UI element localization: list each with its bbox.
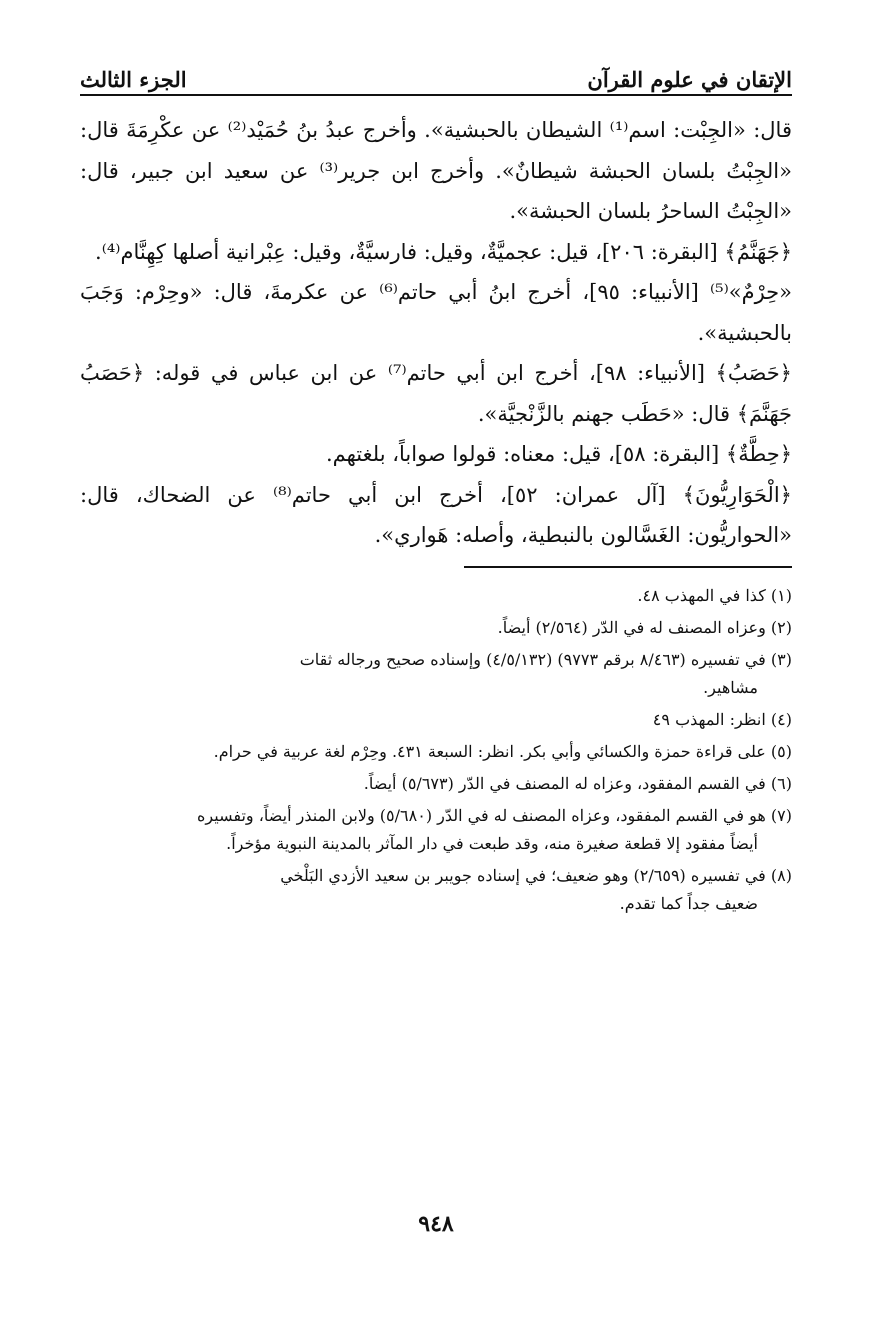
- footnote-number: (٣): [770, 649, 792, 669]
- footnote-continuation: أيضاً مفقود إلا قطعة صغيرة منه، وقد طبعت في دار المآثر بالمدينة النبوية مؤخراً.: [226, 833, 758, 853]
- footnote-text: وعزاه المصنف له في الدّر (٢/٥٦٤) أيضاً.: [497, 617, 766, 637]
- footnote: [80, 770, 792, 798]
- footnote-text: هو في القسم المفقود، وعزاه المصنف له في الدّر (٥/٦٨٠) ولابن المنذر أيضاً، وتفسيره: [197, 805, 766, 825]
- footnote-number: (٨): [770, 865, 792, 885]
- footnotes: [80, 582, 792, 918]
- footnote-text: انظر: المهذب ٤٩: [652, 709, 766, 729]
- footnote: [80, 706, 792, 734]
- footnote-number: (٧): [770, 805, 792, 825]
- footnote-text: على قراءة حمزة والكسائي وأبي بكر. انظر: السبعة ٤٣١. وحِرْم لغة عربية في حرام.: [213, 741, 766, 761]
- volume-label: الجزء الثالث: [80, 67, 187, 92]
- footnote-number: (٥): [770, 741, 792, 761]
- footnote: [80, 802, 792, 858]
- footnote-number: (٤): [770, 709, 792, 729]
- footnote-number: (٢): [770, 617, 792, 637]
- paragraph-jahannam: ﴿جَهَنَّمُ﴾ [البقرة: ٢٠٦]، قيل: عجميَّةٌ، وقيل: فارسيَّةٌ، وقيل: عِبْرانية أصلها كِهِنَّام⁽⁴⁾.: [95, 239, 792, 264]
- footnote-number: (٦): [770, 773, 792, 793]
- footnote-text: في تفسيره (٨/٤٦٣ برقم ٩٧٧٣) (٤/٥/١٣٢) وإسناده صحيح ورجاله ثقات: [299, 649, 766, 669]
- footnote: [80, 738, 792, 766]
- footnote-separator: [464, 566, 792, 568]
- book-title: الإتقان في علوم القرآن: [587, 67, 792, 92]
- page-number: ٩٤٨: [418, 1211, 454, 1237]
- book-page: [80, 52, 792, 1267]
- paragraph-hirm: «حِرْمٌ»⁽⁵⁾ [الأنبياء: ٩٥]، أخرج ابنُ أبي حاتم⁽⁶⁾ عن عكرمةَ، قال: «وحِرْم: وَجَبَ بالحبشية».: [80, 280, 792, 345]
- footnote-continuation: مشاهير.: [703, 677, 758, 697]
- main-text: [80, 110, 792, 556]
- paragraph-jibt: قال: «الجِبْت: اسم⁽¹⁾ الشيطان بالحبشية». وأخرج عبدُ بنُ حُمَيْد⁽²⁾ عن عكْرِمَةَ قال: «الجِبْتُ بلسان الحبشة شيطانٌ». وأخرج ابن جرير⁽³⁾ عن سعيد ابن جبير، قال: «الجِبْتُ الساحرُ بلسان الحبشة».: [80, 118, 792, 223]
- footnote: [80, 582, 792, 610]
- footnote: [80, 862, 792, 918]
- footnote: [80, 646, 792, 702]
- footnote-continuation: ضعيف جداً كما تقدم.: [619, 893, 758, 913]
- footnote-number: (١): [770, 585, 792, 605]
- paragraph-hittah: ﴿حِطَّةٌ﴾ [البقرة: ٥٨]، قيل: معناه: قولوا صواباً، بلغتهم.: [325, 442, 792, 466]
- paragraph-hawariyyun: ﴿الْحَوَارِيُّونَ﴾ [آل عمران: ٥٢]، أخرج ابن أبي حاتم⁽⁸⁾ عن الضحاك، قال: «الحواريُّون: الغَسَّالون بالنبطية، وأصله: هَواري».: [80, 482, 792, 547]
- footnote-text: في تفسيره (٢/٦٥٩) وهو ضعيف؛ في إسناده جويبر بن سعيد الأزدي البَلْخي: [280, 865, 766, 885]
- footnote-text: كذا في المهذب ٤٨.: [637, 585, 766, 605]
- footnote-text: في القسم المفقود، وعزاه له المصنف في الدّر (٥/٦٧٣) أيضاً.: [363, 773, 766, 793]
- running-header: [80, 52, 792, 96]
- paragraph-hasab: ﴿حَصَبُ﴾ [الأنبياء: ٩٨]، أخرج ابن أبي حاتم⁽⁷⁾ عن ابن عباس في قوله: ﴿حَصَبُ جَهَنَّمَ﴾ قال: «حَطَب جهنم بالزَّنْجيَّة».: [80, 361, 792, 426]
- footnote: [80, 614, 792, 642]
